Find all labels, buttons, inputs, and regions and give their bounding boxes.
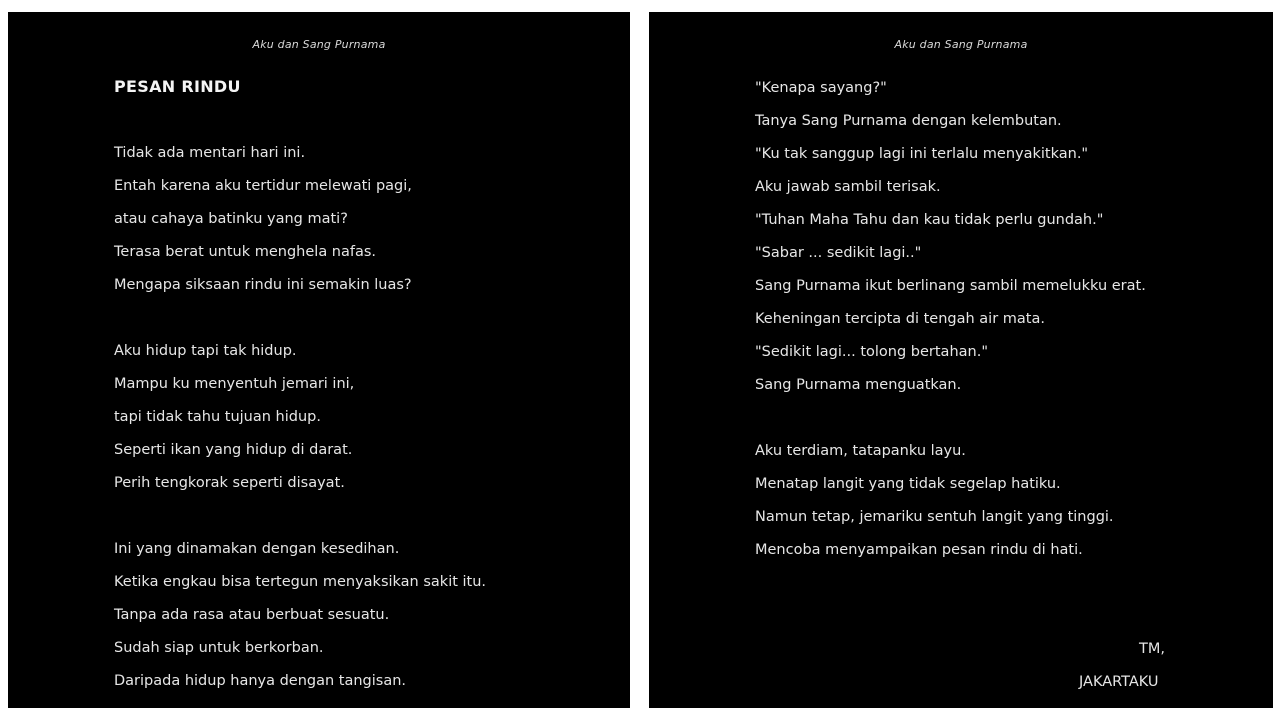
poem-line: Ketika engkau bisa tertegun menyaksikan sakit itu. bbox=[114, 574, 487, 590]
poem-line: Aku jawab sambil terisak. bbox=[755, 179, 941, 195]
poem-line: Namun tetap, jemariku sentuh langit yang tinggi. bbox=[755, 509, 1114, 525]
right-page bbox=[649, 12, 1273, 708]
signature-place: JAKARTAKU bbox=[1079, 674, 1159, 690]
running-head: Aku dan Sang Purnama bbox=[894, 38, 1028, 51]
poem-line: Seperti ikan yang hidup di darat. bbox=[114, 442, 353, 458]
poem-line: Perih tengkorak seperti disayat. bbox=[114, 475, 345, 491]
poem-line: Aku hidup tapi tak hidup. bbox=[114, 343, 297, 359]
poem-line: Sudah siap untuk berkorban. bbox=[114, 640, 324, 656]
poem-line: Ini yang dinamakan dengan kesedihan. bbox=[114, 541, 400, 557]
poem-line: tapi tidak tahu tujuan hidup. bbox=[114, 409, 321, 425]
poem-line: Menatap langit yang tidak segelap hatiku. bbox=[755, 476, 1061, 492]
poem-line: Mengapa siksaan rindu ini semakin luas? bbox=[114, 277, 412, 293]
poem-line: "Sedikit lagi... tolong bertahan." bbox=[755, 344, 988, 360]
poem-line: Tidak ada mentari hari ini. bbox=[114, 145, 306, 161]
poem-line: Tanya Sang Purnama dengan kelembutan. bbox=[755, 113, 1062, 129]
poem-line: "Tuhan Maha Tahu dan kau tidak perlu gundah." bbox=[755, 212, 1104, 228]
poem-line: Tanpa ada rasa atau berbuat sesuatu. bbox=[114, 607, 390, 623]
left-page bbox=[8, 12, 630, 708]
poem-line: Daripada hidup hanya dengan tangisan. bbox=[114, 673, 407, 689]
poem-title: PESAN RINDU bbox=[114, 77, 241, 96]
poem-line: "Sabar ... sedikit lagi.." bbox=[755, 245, 922, 261]
poem-line: Mampu ku menyentuh jemari ini, bbox=[114, 376, 355, 392]
signature-initials: TM, bbox=[1139, 641, 1165, 657]
poem-line: atau cahaya batinku yang mati? bbox=[114, 211, 348, 227]
poem-line: Keheningan tercipta di tengah air mata. bbox=[755, 311, 1045, 327]
poem-line: Sang Purnama menguatkan. bbox=[755, 377, 962, 393]
poem-line: Aku terdiam, tatapanku layu. bbox=[755, 443, 966, 459]
poem-line: Terasa berat untuk menghela nafas. bbox=[114, 244, 377, 260]
poem-line: "Kenapa sayang?" bbox=[755, 80, 887, 96]
poem-line: "Ku tak sanggup lagi ini terlalu menyakitkan." bbox=[755, 146, 1089, 162]
poem-line: Entah karena aku tertidur melewati pagi, bbox=[114, 178, 412, 194]
running-head: Aku dan Sang Purnama bbox=[252, 38, 386, 51]
poem-line: Mencoba menyampaikan pesan rindu di hati. bbox=[755, 542, 1083, 558]
poem-line: Sang Purnama ikut berlinang sambil memelukku erat. bbox=[755, 278, 1146, 294]
